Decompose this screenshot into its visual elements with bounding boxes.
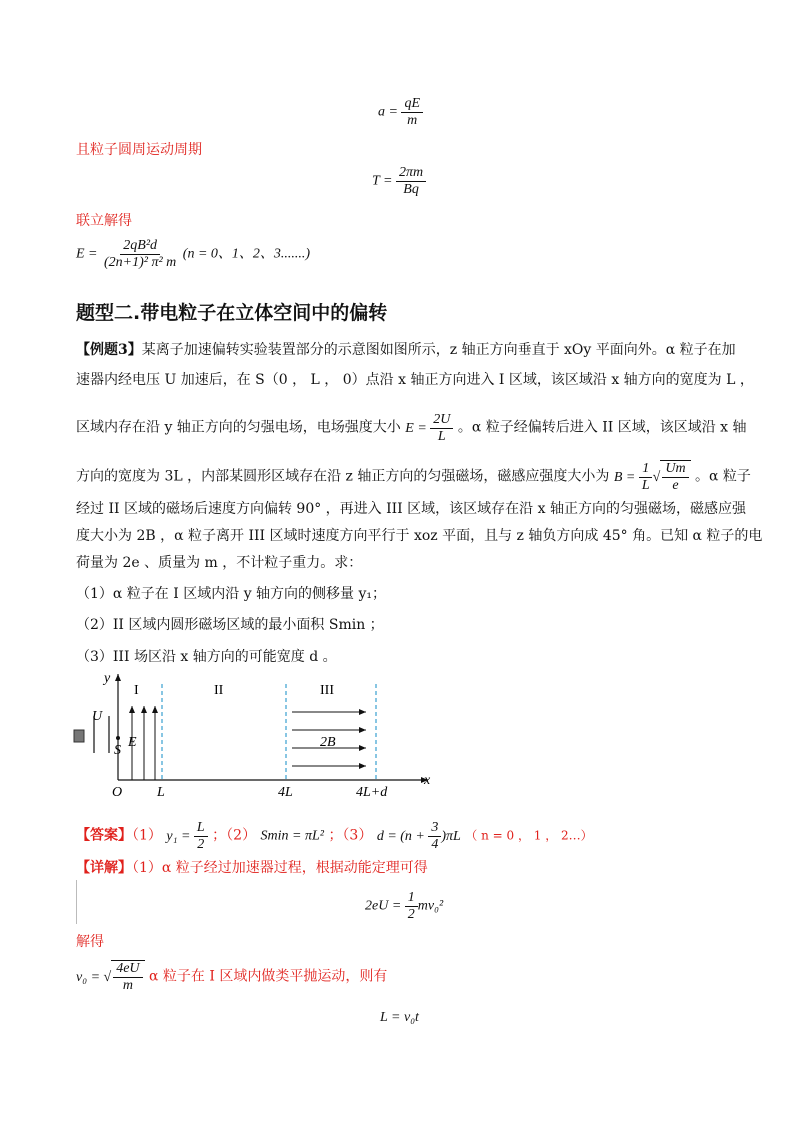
numerator: 2U <box>430 412 453 429</box>
example-text: 方向的宽度为 3L ，内部某圆形区域存在沿 z 轴正方向的匀强磁场，磁感应强度大小为 <box>76 468 610 485</box>
eq-condition: (n = 0、1、2、3.......) <box>182 246 311 262</box>
numerator: 1 <box>405 890 418 907</box>
denominator: 2 <box>197 837 205 852</box>
region-label-1: I <box>134 683 139 698</box>
eq-lhs: a = <box>378 104 398 120</box>
fraction <box>639 461 653 494</box>
numerator: 2πm <box>396 165 426 182</box>
eq-lhs: E = <box>405 420 427 436</box>
answer-part: （1） <box>132 827 162 844</box>
example-text: 。α 粒子 <box>695 468 751 485</box>
example-text: 某离子加速偏转实验装置部分的示意图如图所示，z 轴正方向垂直于 xOy 平面向外。α 粒子在加 <box>141 342 736 358</box>
answer-condition: （ n = 0 ， 1 ， 2…） <box>465 828 593 843</box>
example-text: 区域内存在沿 y 轴正方向的匀强电场，电场强度大小 <box>76 419 401 436</box>
axis-label-y: y <box>104 671 111 686</box>
solution-text: α 粒子在 I 区域内做类平抛运动，则有 <box>149 968 388 985</box>
tick-l: L <box>157 785 165 800</box>
example-tag: 【例题3】 <box>76 342 142 358</box>
equation-v0: v₀ = √ $\frac{4eU}{m}$ <box>76 970 145 985</box>
fraction <box>428 820 441 853</box>
example-line-4 <box>76 460 751 494</box>
numerator: Um <box>662 461 688 478</box>
section-title: 题型二.带电粒子在立体空间中的偏转 <box>76 302 388 324</box>
solution-tag: 【详解】 <box>76 860 132 876</box>
answer-tag: 【答案】 <box>76 827 132 844</box>
solve-label: 联立解得 <box>76 213 132 229</box>
eq-lhs: E = <box>76 246 98 262</box>
eq-lhs: y₁ = <box>166 828 191 844</box>
fraction <box>101 238 179 271</box>
equation-field <box>405 412 453 444</box>
denominator: (2n+1)² π² m <box>104 255 177 270</box>
eq-lhs: 2eU = <box>365 898 402 914</box>
region-label-2: II <box>214 683 224 698</box>
denominator: 2 <box>407 907 415 922</box>
fraction <box>194 820 208 853</box>
fraction <box>405 890 418 923</box>
equation-a <box>378 96 423 129</box>
denominator: 4 <box>431 837 439 852</box>
example-line-6: 度大小为 2B ，α 粒子离开 III 区域时速度方向平行于 xoz 平面，且与 z 轴负方向成 45° 角。已知 α 粒子的电 <box>76 528 763 544</box>
example-line-5: 经过 II 区域的磁场后速度方向偏转 90° ，再进入 III 区域，该区域存在沿 x 轴正方向的匀强磁场，磁感应强 <box>76 501 746 517</box>
denominator: L <box>641 478 650 493</box>
question-1: （1）α 粒子在 I 区域内沿 y 轴方向的侧移量 y₁； <box>76 586 387 602</box>
eq-lhs: d = (n + <box>376 828 425 844</box>
equation-E <box>76 238 310 271</box>
solution-line-1 <box>76 858 428 878</box>
question-2: （2）II 区域内圆形磁场区域的最小面积 Smin ； <box>76 617 384 633</box>
fraction <box>396 165 426 198</box>
tick-4l: 4L <box>278 785 293 800</box>
eq-rhs: )πL <box>441 828 461 844</box>
eq-rhs: mv₀² <box>417 898 444 914</box>
numerator: L <box>194 820 208 837</box>
numerator: 4eU <box>113 961 142 978</box>
equation-T <box>372 165 426 198</box>
label-s: S <box>114 743 121 758</box>
sqrt <box>111 960 144 994</box>
answer-part: ；（2） <box>212 827 257 844</box>
example-line-1 <box>76 340 736 360</box>
solution-v0-line <box>76 960 387 994</box>
fraction <box>401 96 423 129</box>
equation-last: L = v₀t <box>380 1010 419 1025</box>
denominator: L <box>437 429 446 444</box>
numerator: qE <box>401 96 423 113</box>
point-s <box>116 736 120 740</box>
example-line-7: 荷量为 2e 、质量为 m ，不计粒子重力。求： <box>76 555 363 571</box>
axis-label-x: x <box>424 773 431 788</box>
answer-3 <box>376 820 461 852</box>
denominator: m <box>122 978 133 993</box>
example-text: 。α 粒子经偏转后进入 II 区域，该区域沿 x 轴 <box>457 419 747 436</box>
answer-1 <box>166 820 207 852</box>
example-line-3 <box>76 412 747 445</box>
accelerator-block <box>74 730 84 742</box>
equation-energy <box>365 890 443 923</box>
numerator: 2qB²d <box>120 238 160 255</box>
question-3: （3）III 场区沿 x 轴方向的可能宽度 d 。 <box>76 649 337 665</box>
sqrt <box>660 460 690 494</box>
denominator: m <box>407 113 418 128</box>
denominator: e <box>672 478 679 493</box>
example-line-2: 速器内经电压 U 加速后，在 S（0 ， L ， 0）点沿 x 轴正方向进入 I 区域，该区域沿 x 轴方向的宽度为 L ， <box>76 372 754 388</box>
denominator: Bq <box>403 182 419 197</box>
label-2b: 2B <box>320 735 336 750</box>
solve-label-2: 解得 <box>76 934 104 950</box>
answer-line <box>76 820 593 853</box>
eq-lhs: T = <box>372 173 393 189</box>
label-u: U <box>92 709 103 724</box>
fraction <box>430 412 453 445</box>
numerator: 3 <box>428 820 441 837</box>
eq-lhs: v₀ = <box>76 969 101 985</box>
physics-diagram <box>66 668 456 808</box>
period-label: 且粒子圆周运动周期 <box>76 142 202 158</box>
equation-B: B = $\frac{1}{L}$ √ $\frac{Um}{e}$ <box>614 470 691 485</box>
answer-part: ；（3） <box>328 827 373 844</box>
region-label-3: III <box>320 683 334 698</box>
numerator: 1 <box>639 461 652 478</box>
eq-lhs: B = <box>613 469 636 485</box>
answer-2: Smin = πL² <box>260 828 324 844</box>
label-e: E <box>128 735 137 750</box>
solution-text: （1）α 粒子经过加速器过程，根据动能定理可得 <box>132 860 428 876</box>
fraction <box>113 961 142 994</box>
tick-4l-d: 4L+d <box>356 785 388 800</box>
fraction <box>662 461 688 494</box>
tick-o: O <box>112 785 123 800</box>
margin-bar <box>76 880 77 924</box>
